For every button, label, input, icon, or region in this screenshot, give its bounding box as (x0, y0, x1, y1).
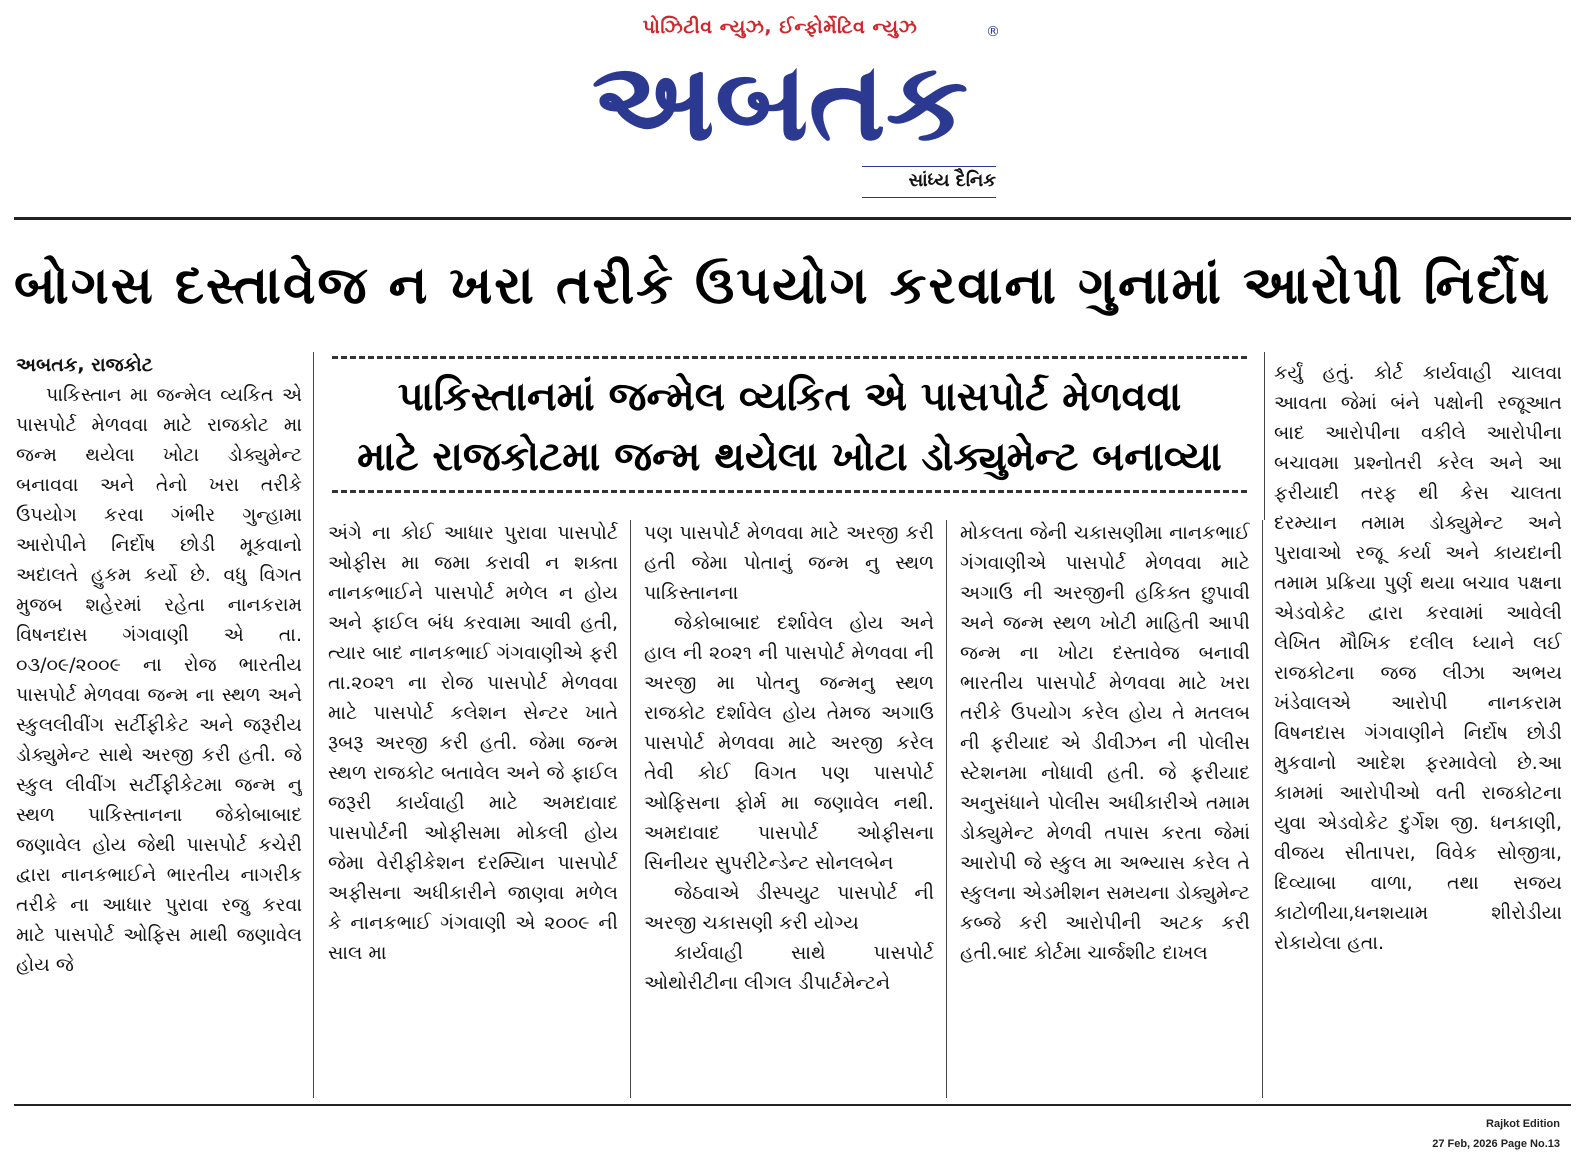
subtitle-rule-top (862, 166, 996, 167)
subtitle-rule-bottom (862, 197, 996, 198)
edition-name: Rajkot Edition (1486, 1118, 1560, 1130)
article-paragraph: જેઠવાએ ડીસ્પયુટ પાસપોર્ટ ની અરજી ચકાસણી કરી યોગ્ય (644, 882, 934, 934)
column-rule (946, 520, 947, 1098)
subheadline-line2: માટે રાજકોટમા જન્મ થયેલા ખોટા ડોક્યુમેન્ટ બનાવ્યા (357, 434, 1222, 480)
article-paragraph: કર્યું હતું. કોર્ટ કાર્યવાહી ચાલવા આવતા જેમાં બંને પક્ષોની રજૂઆત બાદ આરોપીના વકીલે આરોપીના બચાવમા પ્રશ્નોતરી કરેલ અને આ ફરીયાદી તરફ થી કેસ ચાલતા દરમ્યાન તમામ ડોક્યુમેન્ટ અને પુરાવાઓ રજૂ કર્યા અને કાયદાની તમામ પ્રક્રિયા પુર્ણ થયા બચાવ પક્ષના એડવોકેટ દ્વારા કરવામાં આવેલી લેખિત મૌખિક દલીલ ધ્યાને લઈ રાજકોટના જજ લીઝા અભય ખંડેવાલએ આરોપી નાનકરામ વિષનદાસ ગંગવાણીને નિર્દોષ છોડી મુકવાનો આદેશ ફરમાવેલો છે.આ કામમાં આરોપીઓ વતી રાજકોટના યુવા એડવોકેટ દુર્ગેશ જી. ધનકાણી, વીજય સીતાપરા, વિવેક સોજીત્રા, દિવ્યાબા વાળા, તથા સજય કાટોળીયા,ધનશયામ શીરોડીયા રોકાયેલા હતા. (1274, 362, 1562, 954)
edition-info (1432, 1114, 1560, 1154)
article-paragraph: કાર્યવાહી સાથે પાસપોર્ટ ઓથોરીટીના લીગલ ડીપાર્ટમેન્ટને (644, 942, 934, 994)
masthead (0, 0, 1586, 210)
top-divider (14, 217, 1571, 220)
column-rule (1262, 520, 1263, 1098)
column-rule (630, 520, 631, 1098)
masthead-subtitle: સાંધ્ય દૈનિક (908, 170, 996, 191)
article-column-4 (960, 518, 1250, 1098)
column-rule (313, 352, 314, 1098)
article-paragraph: પાકિસ્તાન મા જન્મેલ વ્યકિત એ પાસપોર્ટ મેળવવા માટે રાજકોટ મા જન્મ થયેલા ખોટા ડોક્યુમેન્ટ બનાવવા અને તેનો ખરા તરીકે ઉપયોગ કરવા ગંભીર ગુન્હામા આરોપીને નિર્દોષ છોડી મૂકવાનો અદાલતે હુકમ કર્યો છે. વધુ વિગત મુજબ શહેરમાં રહેતા નાનકરામ વિષનદાસ ગંગવાણી એ તા. ૦૩/૦૯/૨૦૦૯ ના રોજ ભારતીય પાસપોર્ટ મેળવવા જન્મ ના સ્થળ અને સ્કુલલીવીંગ સર્ટીફીકેટ અને જરૂરીય ડોક્યુમેન્ટ સાથે અરજી કરી હતી. જે સ્કુલ લીવીંગ સર્ટીફીકેટમા જન્મ નુ સ્થળ પાકિસ્તાનના જેકોબાબાદ જણાવેલ હોય જેથી પાસપોર્ટ કચેરી દ્વારા નાનકભાઈને ભારતીય નાગરીક તરીકે ના આધાર પુરાવા રજુ કરવા માટે પાસપોર્ટ ઓફિસ માથી જણાવેલ હોય જે (16, 384, 302, 976)
page-headline: બોગસ દસ્તાવેજ ન ખરા તરીકે ઉપયોગ કરવાના ગુનામાં આરોપી નિર્દોષ (14, 256, 1551, 316)
article-paragraph: અંગે ના કોઈ આધાર પુરાવા પાસપોર્ટ ઓફીસ મા જમા કરાવી ન શક્તા નાનકભાઈને પાસપોર્ટ મળેલ ન હોય અને ફાઈલ બંધ કરવામા આવી હતી, ત્યાર બાદ નાનકભાઈ ગંગવાણીએ ફરી તા.૨૦૨૧ ના રોજ પાસપોર્ટ મેળવવા માટે પાસપોર્ટ કલેશન સેન્ટર ખાતે રૂબરૂ અરજી કરી હતી. જેમા જન્મ સ્થળ રાજકોટ બતાવેલ અને જે ફાઈલ જરૂરી કાર્યવાહી માટે અમદાવાદ પાસપોર્ટની ઓફીસમા મોકલી હોય જેમા વેરીફીકેશન દરમ્યિાન પાસપોર્ટ અફીસના અધીકારીને જાણવા મળેલ કે નાનકભાઈ ગંગવાણી એ ૨૦૦૯ ની સાલ મા (328, 522, 618, 964)
article-column-2 (328, 518, 618, 1098)
edition-date-page: 27 Feb, 2026 Page No.13 (1432, 1138, 1560, 1150)
article-paragraph: જેકોબાબાદ દર્શાવેલ હોય અને હાલ ની ૨૦૨૧ ની પાસપોર્ટ મેળવવા ની અરજી મા પોતનુ જન્મનુ સ્થળ રાજકોટ દર્શાવેલ હોય તેમજ અગાઉ પાસપોર્ટ મેળવવા માટે અરજી કરેલ તેવી કોઈ વિગત પણ પાસપોર્ટ ઓફિસના ફોર્મ મા જણાવેલ નથી. અમદાવાદ પાસપોર્ટ ઓફીસના સિનીયર સુપરીટેન્ડેન્ટ સોનલબેન (644, 612, 934, 874)
dateline: અબતક, રાજકોટ (16, 354, 153, 376)
article-column-1 (16, 350, 302, 1100)
article-paragraph: પણ પાસપોર્ટ મેળવવા માટે અરજી કરી હતી જેમા પોતાનું જન્મ નુ સ્થળ પાકિસ્તાનના (644, 522, 934, 604)
column-rule (1264, 352, 1265, 520)
newspaper-logo: અબતક (591, 40, 969, 165)
masthead-tagline: પોઝિટીવ ન્યુઝ, ઈન્ફોર્મેટિવ ન્યુઝ (642, 16, 918, 38)
registered-mark: ® (986, 24, 1000, 40)
bottom-divider (14, 1104, 1571, 1106)
subhead-dash-top (332, 356, 1247, 359)
subhead-dash-bottom (332, 490, 1247, 493)
article-column-3 (644, 518, 934, 1098)
article-column-5 (1274, 358, 1562, 1098)
article-paragraph: મોકલતા જેની ચકાસણીમા નાનકભાઈ ગંગવાણીએ પાસપોર્ટ મેળવવા માટે અગાઉ ની અરજીની હકિક્ત છુપાવી અને જન્મ સ્થળ ખોટી માહિતી આપી જન્મ ના ખોટા દસ્તાવેજ બનાવી ભારતીય પાસપોર્ટ મેળવવા માટે ખરા તરીકે ઉપયોગ કરેલ હોય તે મતલબ ની ફરીયાદ એ ડીવીઝન ની પોલીસ સ્ટેશનમા નોધાવી હતી. જે ફરીયાદ અનુસંધાને પોલીસ અધીકારીએ તમામ ડોક્યુમેન્ટ મેળવી તપાસ કરતા જેમાં આરોપી જે સ્કુલ મા અભ્યાસ કરેલ તે સ્કુલના એડમીશન સમયના ડોક્યુમેન્ટ કબ્જે કરી આરોપીની અટક કરી હતી.બાદ કોર્ટમા ચાર્જશીટ દાખલ (960, 522, 1250, 964)
subheadline-line1: પાકિસ્તાનમાં જન્મેલ વ્યકિત એ પાસપોર્ટ મેળવવા (397, 374, 1182, 420)
